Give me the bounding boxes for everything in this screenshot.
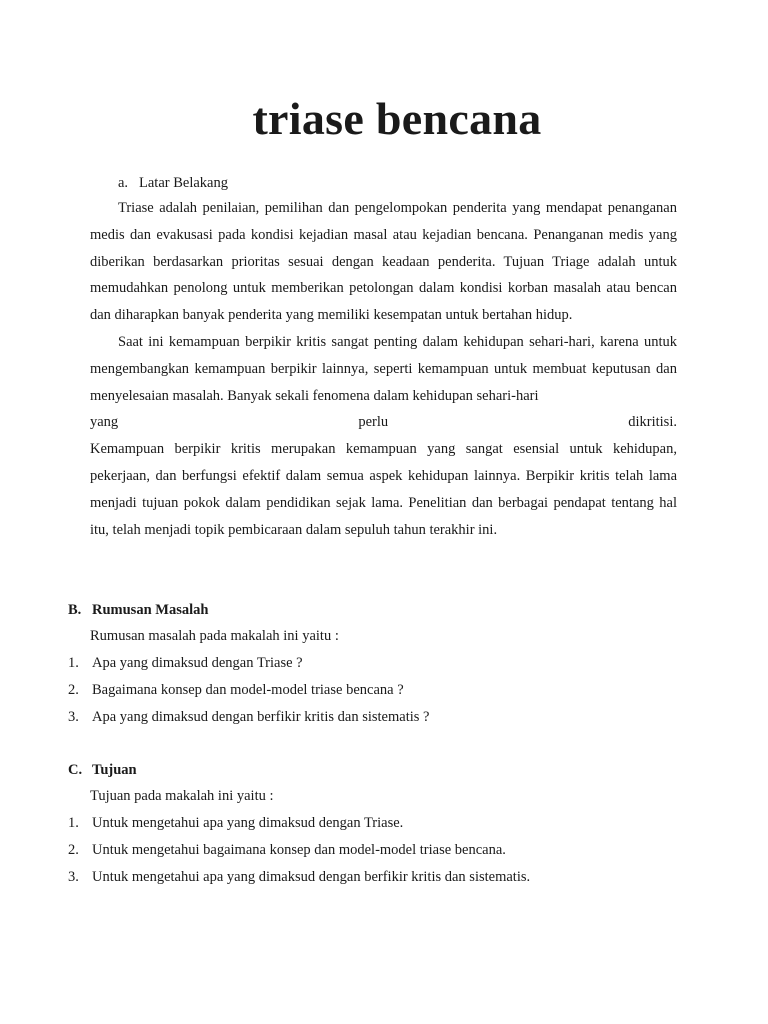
list-number: 2. — [68, 682, 79, 698]
list-item — [68, 864, 688, 891]
spread-word: dikritisi. — [628, 414, 677, 431]
paragraph-spread-line — [90, 409, 677, 436]
section-intro: Tujuan pada makalah ini yaitu : — [90, 788, 274, 804]
spread-word: perlu — [358, 414, 389, 431]
list-number: 1. — [68, 655, 79, 671]
list-number: 3. — [68, 869, 79, 885]
list-number: 3. — [68, 709, 79, 725]
section-heading-label: Tujuan — [92, 762, 137, 778]
background-section-body — [90, 195, 677, 543]
section-letter: C. — [68, 762, 83, 778]
section-heading — [68, 757, 688, 783]
list-item — [68, 650, 688, 677]
section-rumusan-masalah — [68, 597, 688, 731]
section-heading — [68, 597, 688, 623]
section-letter: B. — [68, 602, 82, 618]
spread-word: yang — [90, 414, 119, 431]
page-title: triase bencana — [252, 93, 542, 144]
paragraph-critical-thinking-importance: Kemampuan berpikir kritis merupakan kemampuan yang sangat esensial untuk kehidupan, pekerjaan, dan berfungsi efektif dalam semua aspek kehidupan lainnya. Berpikir kritis telah lama menjadi tujuan pokok dalam pendidikan sejak lama. Penelitian dan berbagai pendapat tentang hal itu, telah menjadi topik pembicaraan dalam sepuluh tahun terakhir ini. — [90, 441, 677, 538]
list-item-text: Apa yang dimaksud dengan Triase ? — [92, 655, 303, 671]
list-item — [68, 837, 688, 864]
subheading-latar-belakang — [118, 170, 228, 196]
list-item — [68, 704, 688, 731]
subheading-label: Latar Belakang — [139, 175, 228, 191]
list-item-text: Untuk mengetahui apa yang dimaksud dengan Triase. — [92, 815, 404, 831]
section-intro: Rumusan masalah pada makalah ini yaitu : — [90, 628, 339, 644]
list-item-text: Untuk mengetahui apa yang dimaksud dengan berfikir kritis dan sistematis. — [92, 869, 531, 885]
subheading-marker: a. — [118, 175, 129, 191]
list-item-text: Apa yang dimaksud dengan berfikir kritis dan sistematis ? — [92, 709, 430, 725]
numbered-list — [68, 650, 688, 731]
list-item — [68, 810, 688, 837]
list-item-text: Untuk mengetahui bagaimana konsep dan model-model triase bencana. — [92, 842, 506, 858]
list-item-text: Bagaimana konsep dan model-model triase bencana ? — [92, 682, 404, 698]
list-number: 2. — [68, 842, 79, 858]
list-number: 1. — [68, 815, 79, 831]
list-item — [68, 677, 688, 704]
paragraph-triase-definition: Triase adalah penilaian, pemilihan dan pengelompokan penderita yang mendapat penanganan medis dan evakusasi pada kondisi kejadian masal atau kejadian bencana. Penanganan medis yang diberikan berdasarkan prioritas sesuai dengan keadaan penderita. Tujuan Triage adalah untuk memudahkan penolong untuk memberikan petolongan dalam kondisi korban masalah atau bencan dan diharapkan banyak penderita yang memiliki kesempatan untuk bertahan hidup. — [90, 200, 677, 324]
section-heading-label: Rumusan Masalah — [92, 602, 209, 618]
paragraph-critical-thinking: Saat ini kemampuan berpikir kritis sangat penting dalam kehidupan sehari-hari, karena untuk mengembangkan kemampuan berpikir lainnya, seperti kemampuan untuk membuat keputusan dan menyelesaian masalah. Banyak sekali fenomena dalam kehidupan sehari-hari — [90, 333, 677, 404]
numbered-list — [68, 810, 688, 891]
section-tujuan — [68, 757, 688, 891]
